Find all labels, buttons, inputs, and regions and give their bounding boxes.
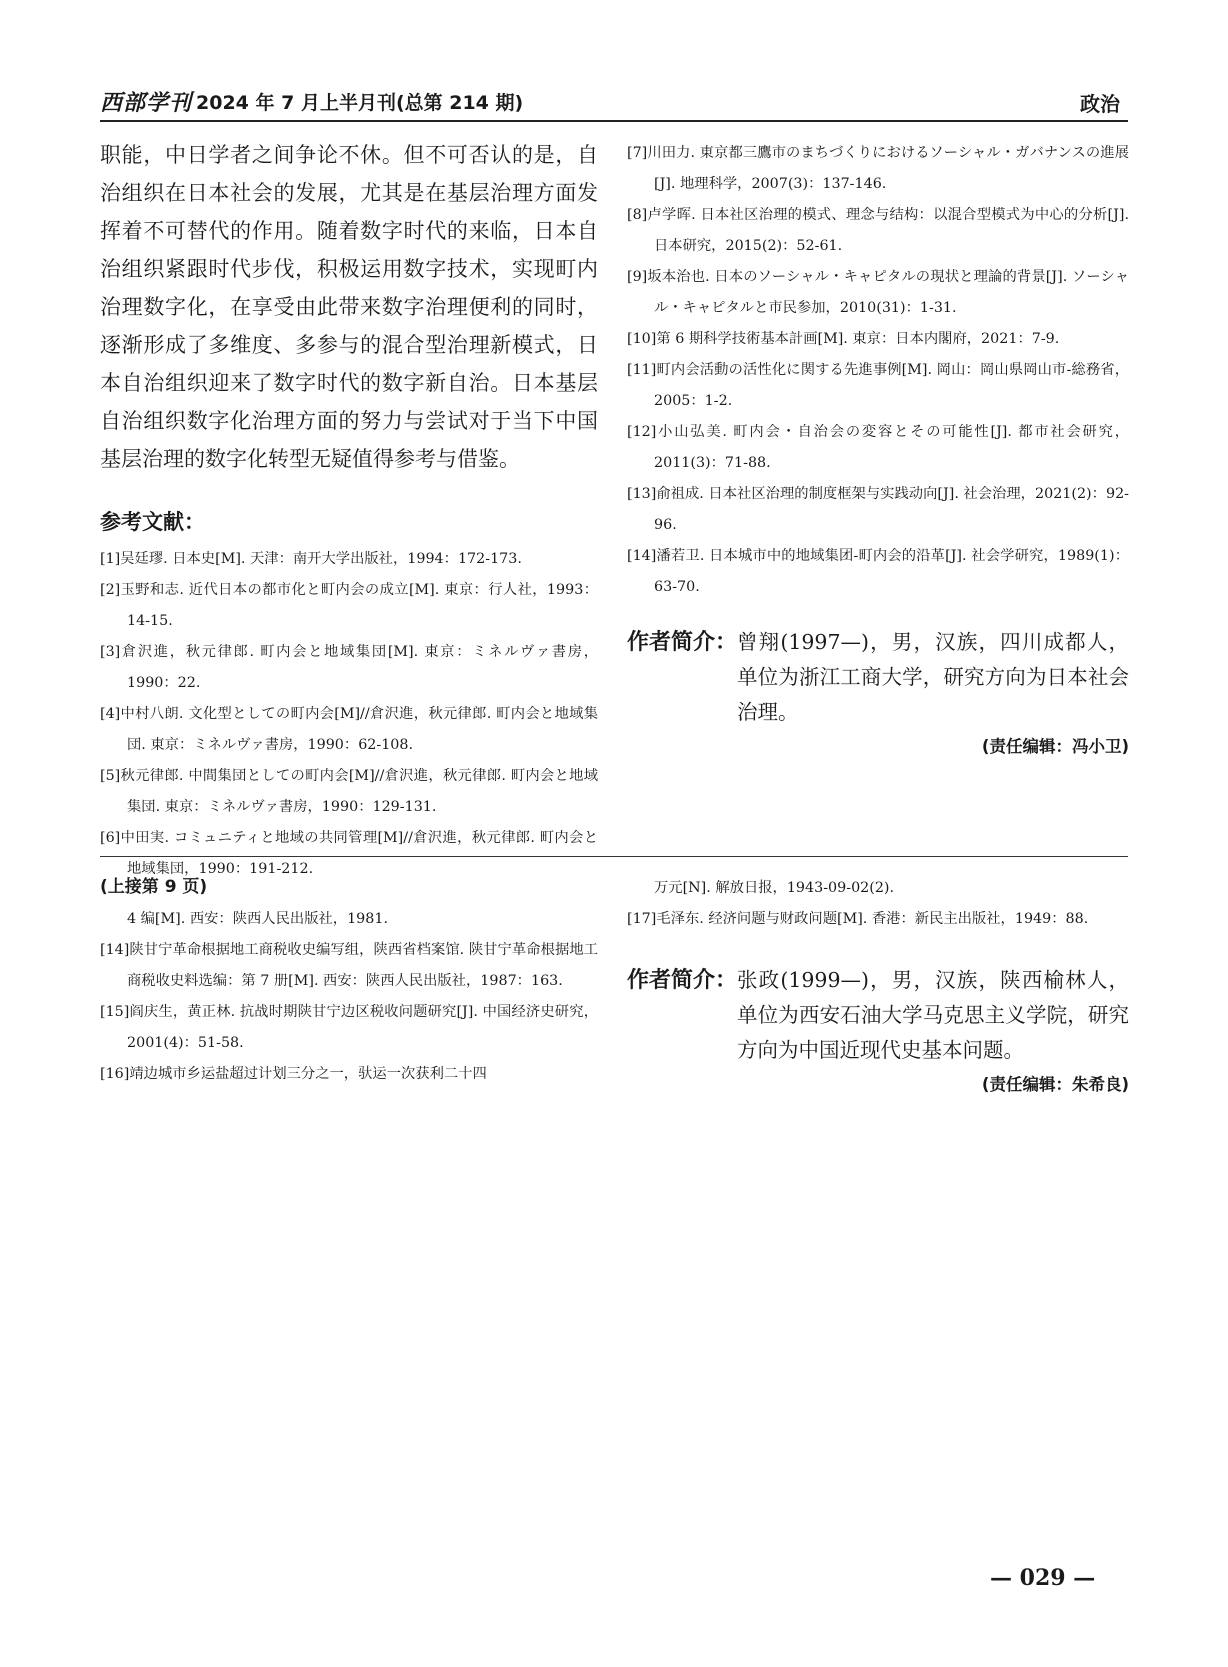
reference-item: [12]小山弘美. 町内会・自治会の変容とその可能性[J]. 都市社会研究，2011(3)：71-88. <box>627 424 1129 471</box>
author-bio <box>627 963 1129 1068</box>
journal-logo: 西部学刊 <box>100 90 193 116</box>
reference-item: 万元[N]. 解放日报，1943-09-02(2). <box>654 880 895 896</box>
references-title: 参考文献： <box>100 510 205 534</box>
reference-list-right <box>627 138 1129 603</box>
section-divider <box>100 856 1128 857</box>
reference-item: [17]毛泽东. 经济问题与财政问题[M]. 香港：新民主出版社，1949：88. <box>627 911 1089 927</box>
left-column-top <box>100 136 598 885</box>
reference-item: [8]卢学晖. 日本社区治理的模式、理念与结构：以混合型模式为中心的分析[J]. 日本研究，2015(2)：52-61. <box>627 207 1129 254</box>
reference-item: [9]坂本治也. 日本のソーシャル・キャピタルの現状と理論的背景[J]. ソーシャル・キャピタルと市民参加，2010(31)：1-31. <box>627 269 1129 316</box>
right-column-bottom <box>627 873 1129 1100</box>
editor-credit: (责任编辑：朱希良) <box>981 1075 1129 1094</box>
reference-list-left <box>100 544 598 885</box>
reference-item: 4 编[M]. 西安：陕西人民出版社，1981. <box>127 911 389 927</box>
reference-item: [14]潘若卫. 日本城市中的地域集团-町内会的沿革[J]. 社会学研究，1989(1)：63-70. <box>627 548 1129 595</box>
author-bio-label: 作者简介： <box>627 630 738 655</box>
author-bio <box>627 625 1129 730</box>
reference-item: [6]中田実. コミュニティと地域の共同管理[M]//倉沢進，秋元律郎. 町内会と地域集団，1990：191-212. <box>100 830 598 877</box>
page-number: — 029 — <box>990 1565 1096 1591</box>
author-bio-text: 曾翔(1997—)，男，汉族，四川成都人，单位为浙江工商大学，研究方向为日本社会治理。 <box>737 630 1129 724</box>
reference-item: [15]阎庆生，黄正林. 抗战时期陕甘宁边区税收问题研究[J]. 中国经济史研究，2001(4)：51-58. <box>100 1004 598 1051</box>
reference-item: [3]倉沢進，秋元律郎. 町内会と地域集団[M]. 東京：ミネルヴァ書房，1990：22. <box>100 644 598 691</box>
author-bio-label: 作者简介： <box>627 968 738 993</box>
author-bio-text: 张政(1999—)，男，汉族，陕西榆林人，单位为西安石油大学马克思主义学院，研究方向为中国近现代史基本问题。 <box>737 968 1129 1062</box>
reference-item: [13]俞祖成. 日本社区治理的制度框架与实践动向[J]. 社会治理，2021(2)：92-96. <box>627 486 1129 533</box>
issue-info: 2024 年 7 月上半月刊(总第 214 期) <box>196 92 524 114</box>
reference-item: [7]川田力. 東京都三鷹市のまちづくりにおけるソーシャル・ガバナンスの進展[J]. 地理科学，2007(3)：137-146. <box>627 145 1129 192</box>
reference-item: [14]陕甘宁革命根据地工商税收史编写组，陕西省档案馆. 陕甘宁革命根据地工商税收史料选编：第 7 册[M]. 西安：陕西人民出版社，1987：163. <box>100 942 598 989</box>
reference-item: [1]吴廷璆. 日本史[M]. 天津：南开大学出版社，1994：172-173. <box>100 551 522 567</box>
journal-header <box>100 86 1128 122</box>
reference-item: [11]町内会活動の活性化に関する先進事例[M]. 岡山：岡山県岡山市-総務省，2005：1-2. <box>627 362 1129 409</box>
right-column-top <box>627 138 1129 762</box>
reference-item: [10]第 6 期科学技術基本計画[M]. 東京：日本内閣府，2021：7-9. <box>627 331 1060 347</box>
section-label: 政治 <box>1080 92 1120 116</box>
reference-item: [16]靖边城市乡运盐超过计划三分之一，驮运一次获利二十四 <box>100 1066 487 1082</box>
editor-credit: (责任编辑：冯小卫) <box>981 737 1129 756</box>
reference-item: [2]玉野和志. 近代日本の都市化と町内会の成立[M]. 東京：行人社，1993：14-15. <box>100 582 598 629</box>
conclusion-paragraph <box>100 136 598 478</box>
reference-item: [4]中村八朗. 文化型としての町内会[M]//倉沢進，秋元律郎. 町内会と地域集団. 東京：ミネルヴァ書房，1990：62-108. <box>100 706 598 753</box>
reference-item: [5]秋元律郎. 中間集団としての町内会[M]//倉沢進，秋元律郎. 町内会と地域集団. 東京：ミネルヴァ書房，1990：129-131. <box>100 768 598 815</box>
continued-from-label: (上接第 9 页) <box>100 877 208 897</box>
body-paragraph: 职能，中日学者之间争论不休。但不可否认的是，自治组织在日本社会的发展，尤其是在基层治理方面发挥着不可替代的作用。随着数字时代的来临，日本自治组织紧跟时代步伐，积极运用数字技术，实现町内治理数字化，在享受由此带来数字治理便利的同时，逐渐形成了多维度、多参与的混合型治理新模式，日本自治组织迎来了数字时代的数字新自治。日本基层自治组织数字化治理方面的努力与尝试对于当下中国基层治理的数字化转型无疑值得参考与借鉴。 <box>100 143 598 471</box>
left-column-bottom <box>100 872 598 1090</box>
